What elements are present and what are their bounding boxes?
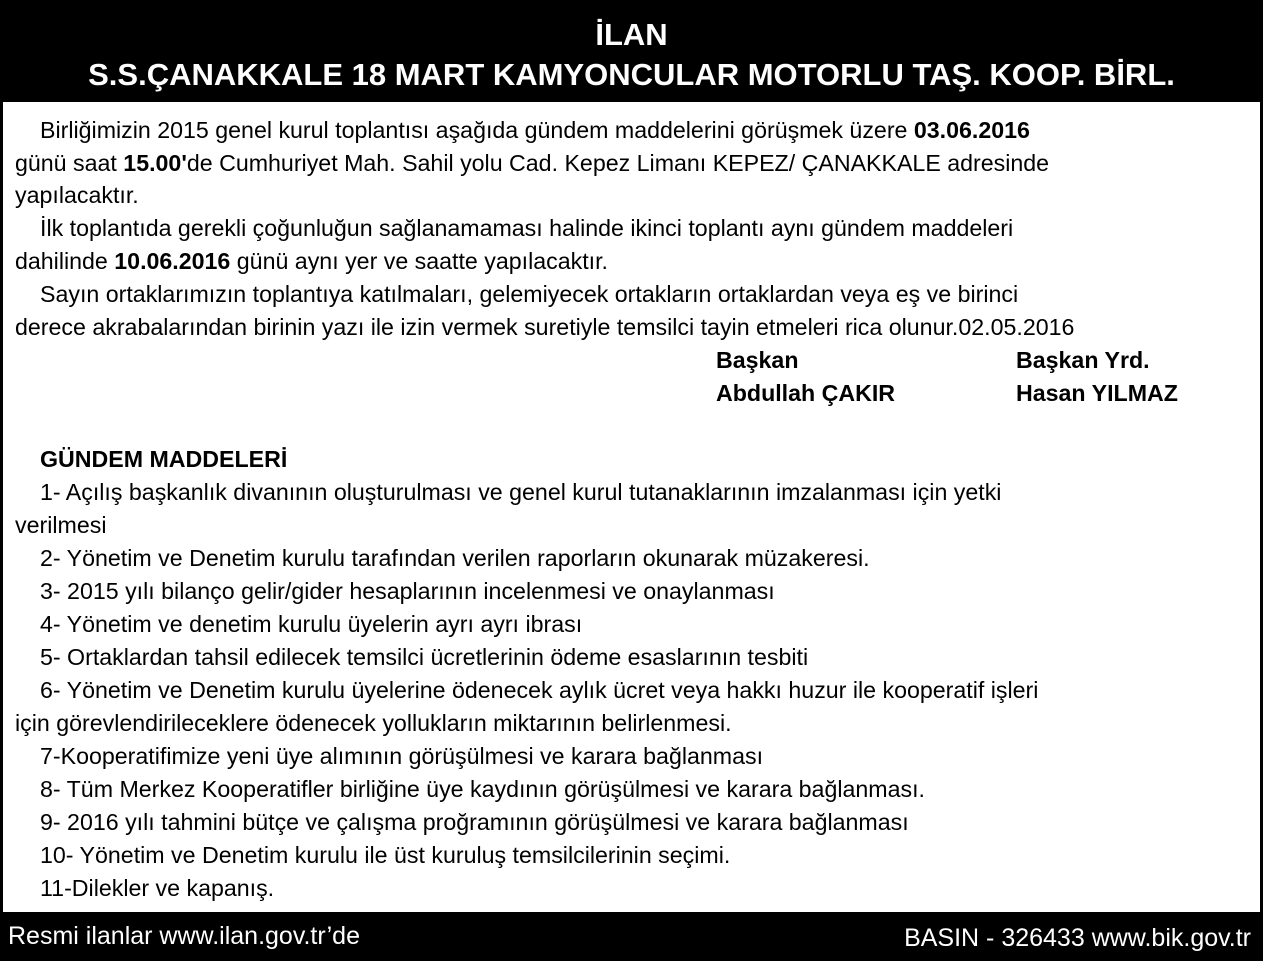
paragraph-2-line-1: İlk toplantıda gerekli çoğunluğun sağlanamaması halinde ikinci toplantı aynı gündem maddeleri xyxy=(40,215,1014,241)
agenda-item-2: 2- Yönetim ve Denetim kurulu tarafından verilen raporların okunarak müzakeresi. xyxy=(40,545,870,571)
agenda-item-8: 8- Tüm Merkez Kooperatifler birliğine üye kaydının görüşülmesi ve karara bağlanması. xyxy=(40,776,925,802)
agenda-item-5: 5- Ortaklardan tahsil edilecek temsilci ücretlerinin ödeme esaslarının tesbiti xyxy=(40,644,809,670)
agenda-item-6-line-1: 6- Yönetim ve Denetim kurulu üyelerine ödenecek aylık ücret veya hakkı huzur ile kooperatif işleri xyxy=(40,677,1039,703)
agenda-item-1-line-2: verilmesi xyxy=(15,512,107,538)
footer-official-notices: Resmi ilanlar www.ilan.gov.tr’de xyxy=(8,922,360,950)
organization-name: S.S.ÇANAKKALE 18 MART KAMYONCULAR MOTORLU TAŞ. KOOP. BİRL. xyxy=(88,57,1175,92)
paragraph-1-line-1 xyxy=(15,115,1030,145)
text: Birliğimizin 2015 genel kurul toplantısı aşağıda gündem maddelerini görüşmek üzere xyxy=(40,117,914,143)
signature-name-2: Hasan YILMAZ xyxy=(1016,380,1178,406)
header-banner xyxy=(0,0,1263,102)
paragraph-1-line-2 xyxy=(15,148,1049,178)
agenda-item-4: 4- Yönetim ve denetim kurulu üyelerin ayrı ayrı ibrası xyxy=(40,611,583,637)
agenda-item-10: 10- Yönetim ve Denetim kurulu ile üst kuruluş temsilcilerinin seçimi. xyxy=(40,842,731,868)
text: de Cumhuriyet Mah. Sahil yolu Cad. Kepez Limanı KEPEZ/ ÇANAKKALE adresinde xyxy=(186,150,1050,176)
paragraph-1-line-3: yapılacaktır. xyxy=(15,182,139,208)
paragraph-3-line-1: Sayın ortaklarımızın toplantıya katılmaları, gelemiyecek ortakların ortaklardan veya eş ve birinci xyxy=(40,281,1019,307)
agenda-heading: GÜNDEM MADDELERİ xyxy=(40,446,288,472)
notice-title: İLAN xyxy=(595,17,668,52)
meeting-time: 15.00' xyxy=(123,150,187,176)
footer-press-code: BASIN - 326433 www.bik.gov.tr xyxy=(904,924,1251,952)
signature-name-1: Abdullah ÇAKIR xyxy=(716,380,896,406)
meeting-date: 03.06.2016 xyxy=(913,117,1030,143)
agenda-item-3: 3- 2015 yılı bilanço gelir/gider hesaplarının incelenmesi ve onaylanması xyxy=(40,578,775,604)
paragraph-2-line-2 xyxy=(15,246,608,276)
second-meeting-date: 10.06.2016 xyxy=(114,248,231,274)
signature-title-2: Başkan Yrd. xyxy=(1016,347,1150,373)
agenda-item-7: 7-Kooperatifimize yeni üye alımının görüşülmesi ve karara bağlanması xyxy=(40,743,764,769)
signature-title-1: Başkan xyxy=(716,347,799,373)
agenda-item-9: 9- 2016 yılı tahmini bütçe ve çalışma proğramının görüşülmesi ve karara bağlanması xyxy=(40,809,909,835)
footer-bar xyxy=(0,912,1263,961)
text: günü aynı yer ve saatte yapılacaktır. xyxy=(230,248,609,274)
paragraph-3-line-2: derece akrabalarından birinin yazı ile izin vermek suretiyle temsilci tayin etmeleri rica olunur.02.05.2016 xyxy=(15,314,1075,340)
agenda-item-6-line-2: için görevlendirileceklere ödenecek yollukların miktarının belirlenmesi. xyxy=(15,710,732,736)
notice-body xyxy=(3,102,1260,912)
agenda-item-11: 11-Dilekler ve kapanış. xyxy=(40,875,275,901)
text: dahilinde xyxy=(15,248,115,274)
agenda-item-1-line-1: 1- Açılış başkanlık divanının oluşturulması ve genel kurul tutanaklarının imzalanması için yetki xyxy=(40,479,1002,505)
text: günü saat xyxy=(15,150,124,176)
